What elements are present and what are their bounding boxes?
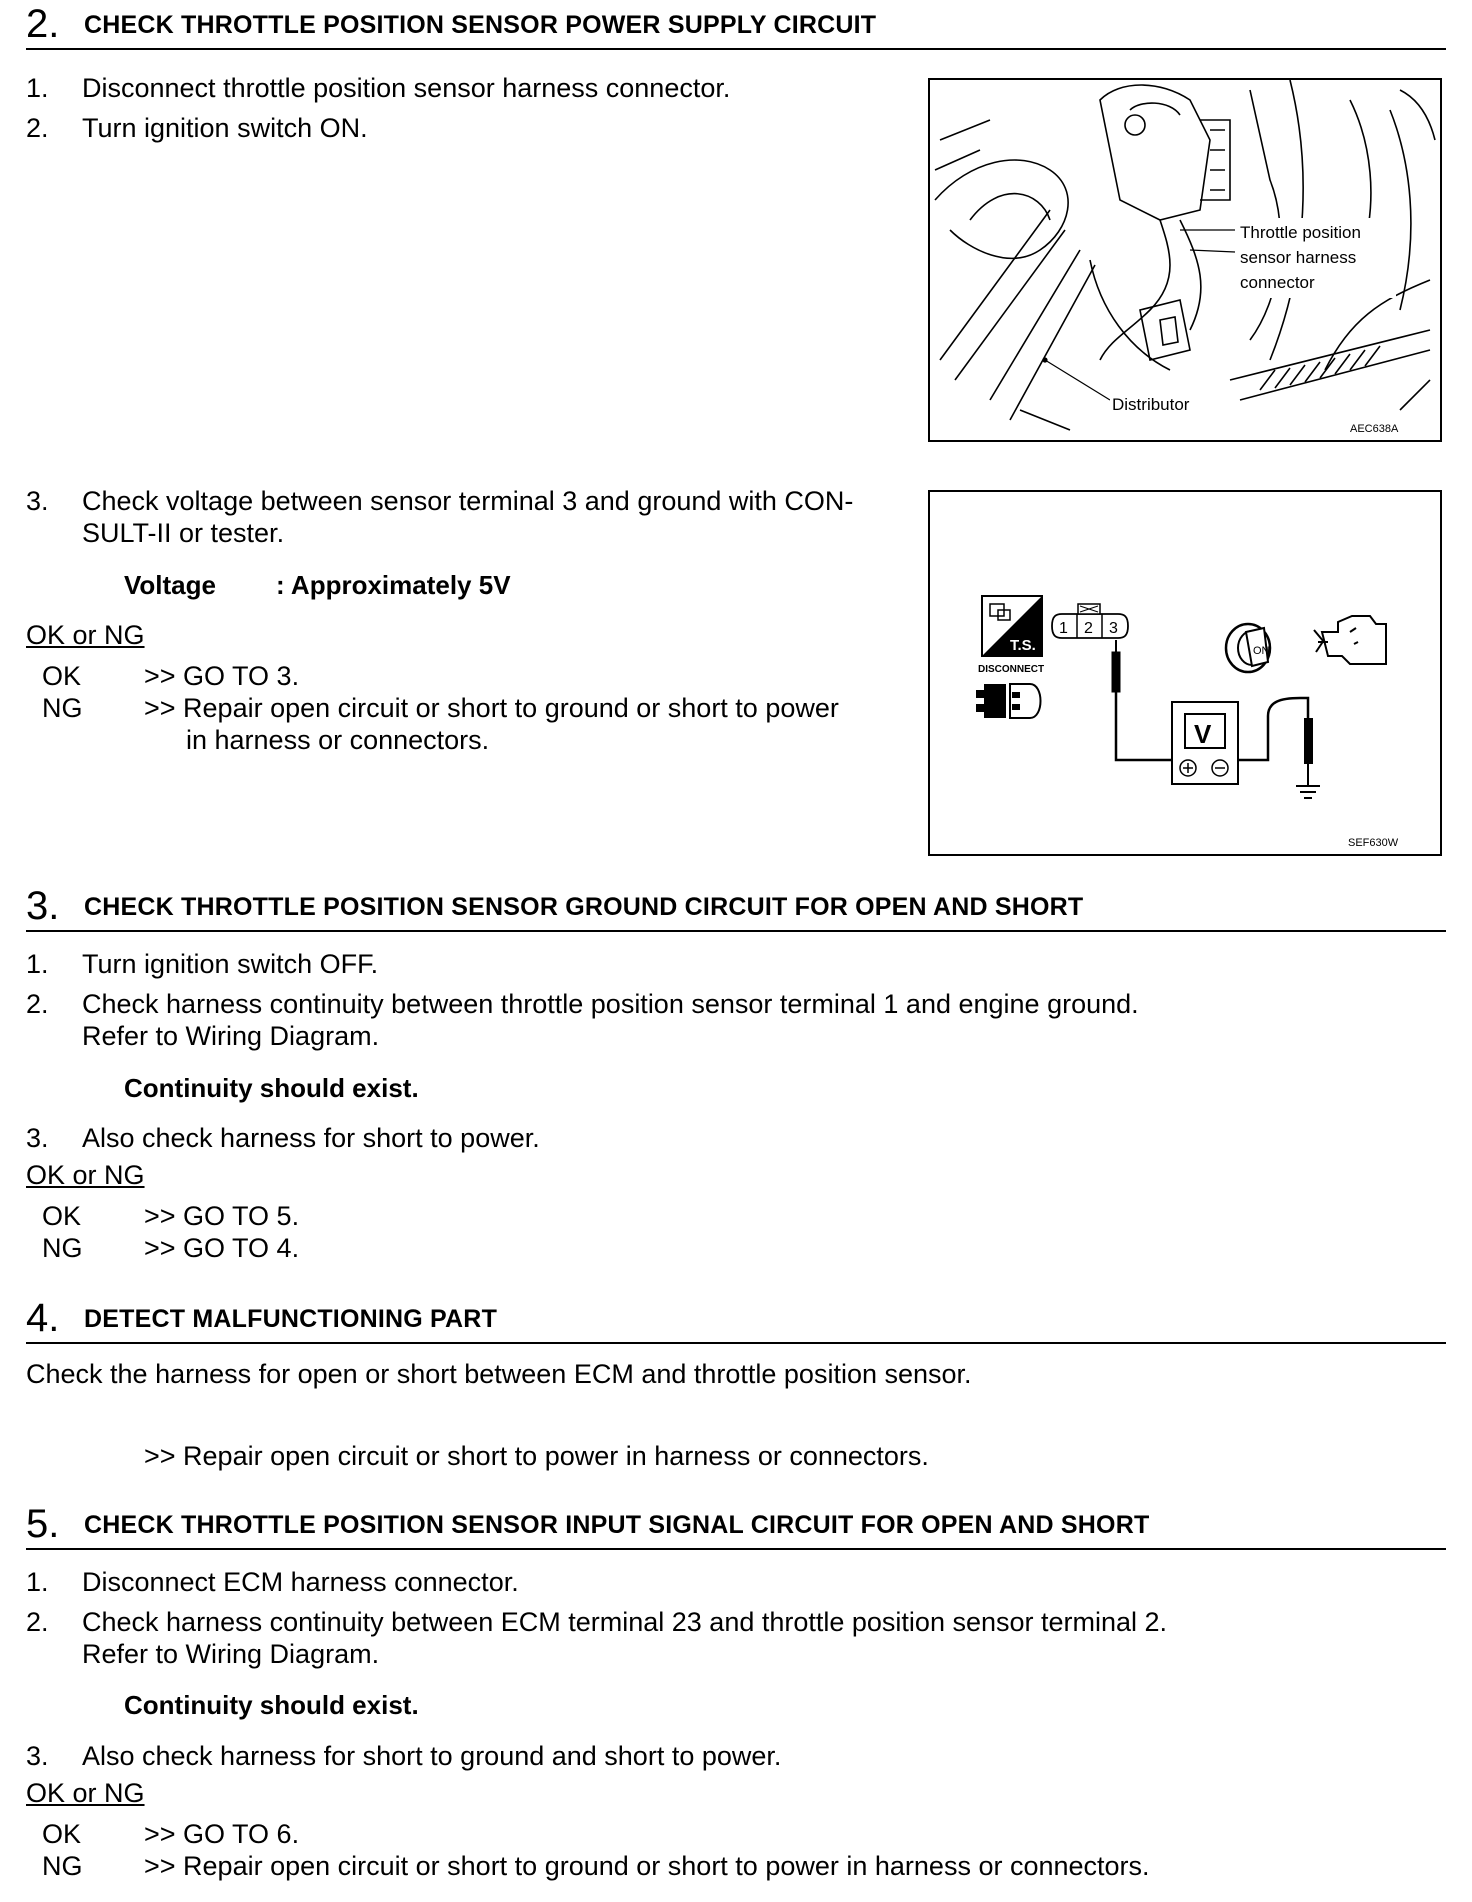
step-number: 1. bbox=[26, 1567, 49, 1597]
terminal-label: 3 bbox=[1109, 620, 1118, 637]
result-text: >> GO TO 6. bbox=[144, 1819, 300, 1849]
step-number: 2. bbox=[26, 113, 49, 143]
step-text: Also check harness for short to ground and short to power. bbox=[82, 1741, 782, 1771]
step-text: Check harness continuity between ECM terminal 23 and throttle position sensor terminal 2. bbox=[82, 1607, 1168, 1637]
result-text: >> GO TO 4. bbox=[144, 1233, 300, 1263]
result-text: >> Repair open circuit or short to ground or short to power bbox=[144, 693, 839, 723]
section-5-header bbox=[26, 1502, 1446, 1550]
step-number: 2. bbox=[26, 1607, 49, 1637]
svg-text:ON: ON bbox=[1253, 645, 1270, 657]
sensor-connector bbox=[1052, 604, 1128, 638]
voltage-check-diagram bbox=[930, 492, 1440, 854]
step-number: 3. bbox=[26, 486, 49, 516]
step-text-continued: SULT-II or tester. bbox=[82, 518, 285, 548]
result-text: >> GO TO 5. bbox=[144, 1201, 300, 1231]
ok-ng-header: OK or NG bbox=[26, 1778, 145, 1808]
engine-illustration bbox=[930, 80, 1440, 440]
section-number: 5. bbox=[26, 1502, 60, 1546]
step-text-continued: Refer to Wiring Diagram. bbox=[82, 1639, 380, 1669]
section-title: DETECT MALFUNCTIONING PART bbox=[84, 1305, 498, 1333]
result-label: OK bbox=[42, 1201, 82, 1231]
continuity-note: Continuity should exist. bbox=[124, 1690, 419, 1720]
step-text: Check harness continuity between throttle position sensor terminal 1 and engine ground. bbox=[82, 989, 1139, 1019]
terminal-label: 1 bbox=[1059, 620, 1068, 637]
result-text: >> GO TO 3. bbox=[144, 661, 300, 691]
ok-ng-header: OK or NG bbox=[26, 620, 145, 650]
step-text-continued: Refer to Wiring Diagram. bbox=[82, 1021, 380, 1051]
result-label: OK bbox=[42, 661, 82, 691]
step-text: Turn ignition switch ON. bbox=[82, 113, 368, 143]
step-text: Also check harness for short to power. bbox=[82, 1123, 540, 1153]
section-title: CHECK THROTTLE POSITION SENSOR GROUND CIRCUIT FOR OPEN AND SHORT bbox=[84, 893, 1084, 921]
section-title: CHECK THROTTLE POSITION SENSOR POWER SUPPLY CIRCUIT bbox=[84, 11, 877, 39]
step-number: 3. bbox=[26, 1741, 49, 1771]
step-text: Turn ignition switch OFF. bbox=[82, 949, 379, 979]
svg-text:T.S.: T.S. bbox=[1010, 637, 1036, 654]
ground-probe-icon bbox=[1296, 718, 1320, 798]
figure-code: SEF630W bbox=[1348, 837, 1399, 849]
disconnect-label: DISCONNECT bbox=[978, 664, 1045, 675]
section-number: 3. bbox=[26, 884, 60, 928]
result-text: >> Repair open circuit or short to power in harness or connectors. bbox=[144, 1441, 929, 1471]
spec-label: Voltage bbox=[124, 570, 216, 600]
ignition-key-icon bbox=[1226, 624, 1270, 672]
voltmeter-icon bbox=[1172, 702, 1238, 784]
figure-label: sensor harness bbox=[1240, 248, 1357, 267]
step-text: Check voltage between sensor terminal 3 and ground with CON- bbox=[82, 486, 854, 516]
step-number: 3. bbox=[26, 1123, 49, 1153]
result-label: NG bbox=[42, 693, 83, 723]
ts-badge-icon bbox=[982, 596, 1042, 656]
result-text-continued: in harness or connectors. bbox=[186, 725, 490, 755]
figure-label: connector bbox=[1240, 273, 1315, 292]
section-4-header bbox=[26, 1296, 1446, 1344]
section-number: 4. bbox=[26, 1296, 60, 1340]
step-text: Disconnect throttle position sensor harness connector. bbox=[82, 73, 731, 103]
figure-code: AEC638A bbox=[1350, 423, 1399, 435]
figure-label: Throttle position bbox=[1240, 223, 1361, 242]
result-label: NG bbox=[42, 1233, 83, 1263]
step-text: Disconnect ECM harness connector. bbox=[82, 1567, 519, 1597]
section-title: CHECK THROTTLE POSITION SENSOR INPUT SIGNAL CIRCUIT FOR OPEN AND SHORT bbox=[84, 1511, 1150, 1539]
terminal-label: 2 bbox=[1084, 620, 1093, 637]
throttle-sensor-location-figure bbox=[928, 78, 1442, 442]
step-number: 1. bbox=[26, 73, 49, 103]
result-label: NG bbox=[42, 1851, 83, 1881]
result-text: >> Repair open circuit or short to ground or short to power in harness or connectors. bbox=[144, 1851, 1150, 1881]
step-number: 2. bbox=[26, 989, 49, 1019]
voltage-check-figure bbox=[928, 490, 1442, 856]
section-3-header bbox=[26, 884, 1446, 932]
section-body: Check the harness for open or short between ECM and throttle position sensor. bbox=[26, 1359, 972, 1389]
section-number: 2. bbox=[26, 2, 60, 46]
result-label: OK bbox=[42, 1819, 82, 1849]
continuity-note: Continuity should exist. bbox=[124, 1073, 419, 1103]
engine-icon bbox=[1314, 616, 1386, 664]
step-number: 1. bbox=[26, 949, 49, 979]
meter-label: V bbox=[1194, 719, 1212, 749]
connector-disconnect-icon bbox=[976, 684, 1041, 718]
spec-value: : Approximately 5V bbox=[276, 570, 511, 600]
section-2-header bbox=[26, 2, 1446, 50]
ok-ng-header: OK or NG bbox=[26, 1160, 145, 1190]
figure-label: Distributor bbox=[1112, 395, 1190, 414]
